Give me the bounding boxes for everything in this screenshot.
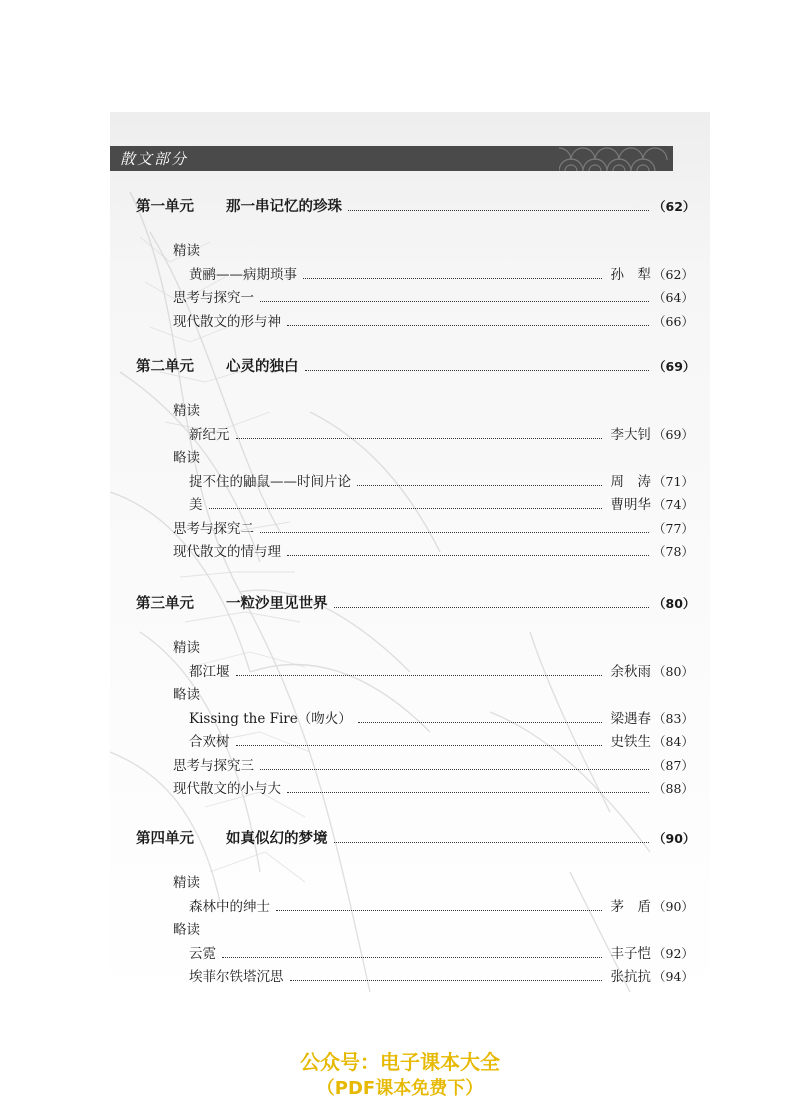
page-number: （83） (653, 710, 694, 726)
page-number: （87） (653, 757, 694, 773)
page-number: （94） (653, 969, 694, 984)
toc-entry (173, 310, 693, 334)
dot-leader (236, 660, 602, 676)
entry-author: 孙 犁 (610, 266, 651, 283)
entry-title: 现代散文的情与理 (173, 544, 281, 560)
entry-title: 略读 (173, 922, 200, 938)
dot-leader (209, 493, 602, 509)
wave-ornament-icon (559, 146, 669, 171)
unit-number: 第二单元 (136, 359, 194, 375)
toc-entry (189, 707, 693, 731)
dot-leader (222, 942, 602, 958)
entry-title: 精读 (173, 640, 200, 656)
entry-author: 曹明华 (610, 497, 651, 513)
entry-title: 略读 (173, 687, 200, 703)
dot-leader (260, 517, 649, 533)
entry-title: 思考与探究一 (173, 290, 254, 306)
page-number: （84） (653, 734, 694, 749)
entry-author: 张抗抗 (610, 969, 651, 985)
entry-title: 黄鹂——病期琐事 (189, 266, 297, 283)
section-label (173, 871, 693, 895)
entry-title: 美 (189, 497, 203, 513)
entry-title: 略读 (173, 450, 200, 466)
page-number: （78） (653, 544, 694, 559)
unit-heading (136, 592, 696, 616)
toc-entry (189, 493, 693, 517)
entry-title: 精读 (173, 243, 200, 259)
section-label (173, 918, 693, 942)
page-number: （92） (653, 945, 694, 961)
entry-title: 云霓 (189, 945, 216, 962)
entry-title: 思考与探究三 (173, 757, 254, 774)
toc-entry (173, 754, 693, 778)
entry-title: 思考与探究二 (173, 520, 254, 537)
toc-entry (189, 263, 693, 287)
dot-leader (334, 592, 649, 608)
entry-author: 丰子恺 (610, 945, 651, 962)
entry-author: 李大钊 (610, 426, 651, 443)
entry-title: 现代散文的小与大 (173, 781, 281, 797)
unit-heading (136, 355, 696, 379)
unit-title: 一粒沙里见世界 (226, 596, 328, 612)
unit-title: 如真似幻的梦境 (226, 831, 328, 847)
unit-heading (136, 827, 696, 851)
dot-leader (236, 730, 602, 746)
toc-entry (189, 423, 693, 447)
dot-leader (260, 754, 649, 770)
toc-entry (173, 286, 693, 310)
entry-title: 精读 (173, 403, 200, 419)
dot-leader (236, 423, 602, 439)
toc-entry (189, 965, 693, 989)
toc-entry (189, 660, 693, 684)
dot-leader (287, 310, 649, 326)
dot-leader (287, 540, 649, 556)
entry-author: 余秋雨 (610, 663, 651, 680)
unit-label (136, 355, 299, 379)
page-number: （77） (653, 520, 694, 536)
page-number: （62） (653, 266, 694, 282)
page-number: （66） (653, 313, 694, 329)
entry-title: Kissing the Fire（吻火） (189, 710, 352, 727)
dot-leader (334, 827, 649, 843)
section-label (173, 683, 693, 707)
page-number: （88） (653, 781, 694, 796)
toc-entry (189, 942, 693, 966)
dot-leader (357, 470, 602, 486)
unit-heading (136, 195, 696, 219)
toc-entry (173, 540, 693, 564)
entry-title: 森林中的绅士 (189, 898, 270, 915)
entry-title: 合欢树 (189, 734, 230, 750)
unit-label (136, 827, 328, 851)
unit-title: 心灵的独白 (226, 359, 299, 375)
footer-watermark-line1: 公众号：电子课本大全 (300, 1050, 500, 1074)
dot-leader (303, 263, 602, 279)
page-number: （80） (653, 663, 694, 679)
page-number: （69） (653, 359, 696, 374)
entry-title: 捉不住的鼬鼠——时间片论 (189, 473, 351, 490)
entry-title: 精读 (173, 875, 200, 891)
entry-author: 史铁生 (610, 734, 651, 750)
entry-author: 周 涛 (610, 473, 651, 490)
entry-title: 埃菲尔铁塔沉思 (189, 969, 284, 985)
section-label (173, 636, 693, 660)
unit-number: 第三单元 (136, 596, 194, 612)
section-label (173, 446, 693, 470)
dot-leader (348, 195, 649, 211)
toc-entry (189, 470, 693, 494)
page-number: （74） (653, 497, 694, 512)
page-number: （62） (653, 199, 696, 214)
toc-entry (189, 730, 693, 754)
unit-number: 第四单元 (136, 831, 194, 847)
entry-title: 都江堰 (189, 663, 230, 680)
entry-author: 茅 盾 (610, 898, 651, 915)
dot-leader (260, 286, 649, 302)
dot-leader (287, 777, 649, 793)
dot-leader (290, 965, 602, 981)
page-number: （90） (653, 831, 696, 846)
toc-entry (173, 517, 693, 541)
entry-title: 新纪元 (189, 426, 230, 443)
page-number: （80） (653, 596, 696, 611)
toc-entry (189, 895, 693, 919)
footer-watermark-line2: （PDF课本免费下） (316, 1078, 484, 1099)
unit-label (136, 195, 342, 219)
entry-author: 梁遇春 (610, 710, 651, 727)
page-number: （69） (653, 426, 694, 442)
banner-title: 散文部分 (120, 150, 189, 168)
page-number: （64） (653, 290, 694, 305)
dot-leader (358, 707, 602, 723)
section-label (173, 239, 693, 263)
section-label (173, 399, 693, 423)
section-banner (110, 146, 673, 171)
unit-title: 那一串记忆的珍珠 (226, 199, 342, 215)
page-number: （71） (653, 473, 694, 489)
unit-label (136, 592, 328, 616)
dot-leader (276, 895, 602, 911)
entry-title: 现代散文的形与神 (173, 313, 281, 330)
unit-number: 第一单元 (136, 199, 194, 215)
toc-entry (173, 777, 693, 801)
page-number: （90） (653, 898, 694, 914)
dot-leader (305, 355, 649, 371)
